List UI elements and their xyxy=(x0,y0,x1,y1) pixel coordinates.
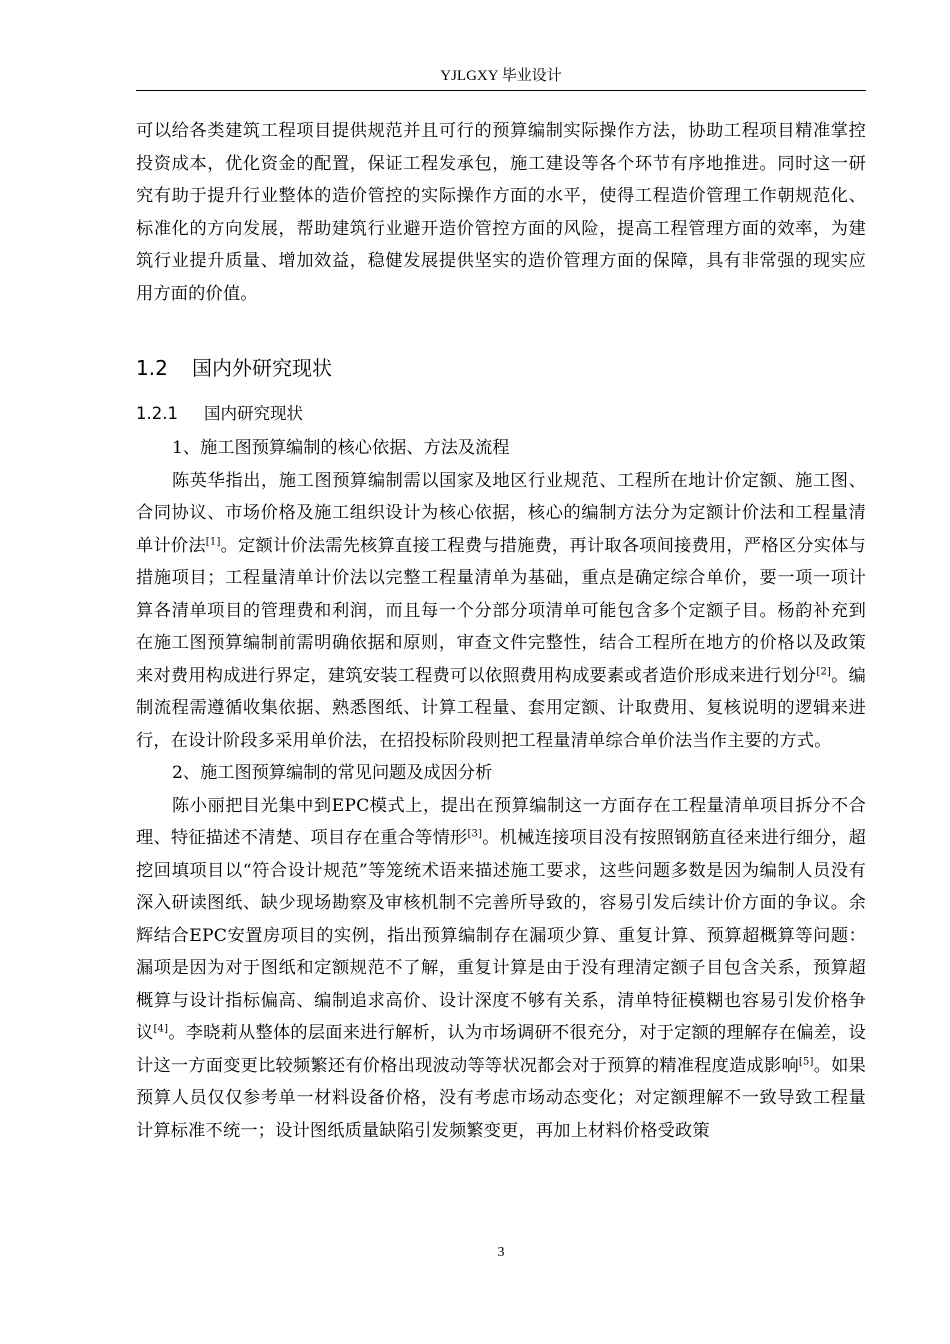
item1-heading: 1、施工图预算编制的核心依据、方法及流程 xyxy=(172,438,510,458)
item1-text-c: 。编制流程需遵循收集依据、熟悉图纸、计算工程量、套用定额、计取费用、复核说明的逻辑来进行，在设计阶段多采用单价法，在招投标阶段则把工程量清单综合单价法当作主要的方式。 xyxy=(136,665,866,751)
subsection-number: 1.2.1 xyxy=(136,404,178,423)
citation-1: [1] xyxy=(205,535,221,547)
page-number: 3 xyxy=(497,1245,505,1260)
section-title: 国内外研究现状 xyxy=(192,356,332,380)
subsection-title: 国内研究现状 xyxy=(204,404,303,423)
page-header: YJLGXY 毕业设计 xyxy=(440,68,562,84)
citation-5: [5] xyxy=(798,1055,814,1067)
header-rule xyxy=(136,90,866,91)
section-heading xyxy=(136,348,866,388)
item2-text-a: 陈小丽把目光集中到EPC模式上，提出在预算编制这一方面存在工程量清单项目拆分不合理、特征描述不清楚、项目存在重合等情形 xyxy=(136,795,866,848)
page-content xyxy=(136,115,866,1147)
item2-text-c: 。李晓莉从整体的层面来进行解析，认为市场调研不很充分，对于定额的理解存在偏差，设计这一方面变更比较频繁还有价格出现波动等等状况都会对于预算的精准程度造成影响 xyxy=(136,1023,866,1076)
section-number: 1.2 xyxy=(136,356,168,380)
item2-text-d: 。如果预算人员仅仅参考单一材料设备价格，没有考虑市场动态变化；对定额理解不一致导致工程量计算标准不统一；设计图纸质量缺陷引发频繁变更，再加上材料价格受政策 xyxy=(136,1055,866,1141)
citation-3: [3] xyxy=(467,828,483,840)
item1-text-b: 。定额计价法需先核算直接工程费与措施费，再计取各项间接费用，严格区分实体与措施项目；工程量清单计价法以完整工程量清单为基础，重点是确定综合单价，要一项一项计算各清单项目的管理费和利润，而且每一个分部分项清单可能包含多个定额子目。杨韵补充到在施工图预算编制前需明确依据和原则，审查文件完整性，结合工程所在地方的价格以及政策来对费用构成进行界定，建筑安装工程费可以依照费用构成要素或者造价形成来进行划分 xyxy=(136,535,866,686)
item2-heading: 2、施工图预算编制的常见问题及成因分析 xyxy=(172,763,493,783)
citation-2: [2] xyxy=(816,665,832,677)
item2-text-b: 。机械连接项目没有按照钢筋直径来进行细分，超挖回填项目以“符合设计规范”等笼统术语来描述施工要求，这些问题多数是因为编制人员没有深入研读图纸、缺少现场勘察及审核机制不完善所导致的，容易引发后续计价方面的争议。余辉结合EPC安置房项目的实例，指出预算编制存在漏项少算、重复计算、预算超概算等问题：漏项是因为对于图纸和定额规范不了解，重复计算是由于没有理清定额子目包含关系，预算超概算与设计指标偏高、编制追求高价、设计深度不够有关系，清单特征模糊也容易引发价格争议 xyxy=(136,828,866,1043)
item1-paragraph xyxy=(136,465,866,758)
subsection-heading xyxy=(136,396,866,432)
item1-text-a: 陈英华指出，施工图预算编制需以国家及地区行业规范、工程所在地计价定额、施工图、合同协议、市场价格及施工组织设计为核心依据，核心的编制方法分为定额计价法和工程量清单计价法 xyxy=(136,470,866,556)
item2-paragraph xyxy=(136,790,866,1148)
citation-4: [4] xyxy=(153,1023,169,1035)
intro-paragraph: 可以给各类建筑工程项目提供规范并且可行的预算编制实际操作方法，协助工程项目精准掌控投资成本，优化资金的配置，保证工程发承包，施工建设等各个环节有序地推进。同时这一研究有助于提升行业整体的造价管控的实际操作方面的水平，使得工程造价管理工作朝规范化、标准化的方向发展，帮助建筑行业避开造价管控方面的风险，提高工程管理方面的效率，为建筑行业提升质量、增加效益，稳健发展提供坚实的造价管理方面的保障，具有非常强的现实应用方面的价值。 xyxy=(136,121,866,304)
